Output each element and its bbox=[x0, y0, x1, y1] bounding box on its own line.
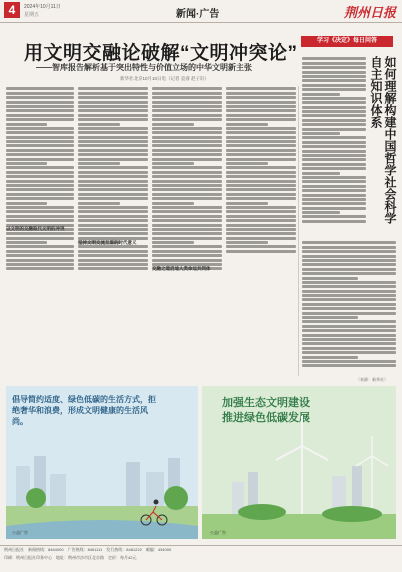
text-line bbox=[152, 180, 222, 183]
text-line bbox=[78, 101, 148, 104]
text-line bbox=[152, 158, 222, 161]
text-line bbox=[302, 145, 366, 148]
ad-right-credit: 公益广告 bbox=[210, 530, 226, 535]
text-line bbox=[152, 101, 222, 104]
public-service-ad-right bbox=[202, 386, 396, 539]
text-line bbox=[78, 158, 148, 161]
text-line bbox=[302, 255, 396, 258]
text-line bbox=[152, 149, 222, 152]
text-line bbox=[226, 180, 296, 183]
text-line bbox=[226, 237, 296, 240]
text-line bbox=[226, 215, 296, 218]
text-line bbox=[302, 241, 396, 244]
text-line bbox=[78, 175, 148, 178]
city-bicycle-illustration bbox=[6, 386, 198, 539]
text-line bbox=[302, 150, 366, 153]
text-line bbox=[302, 163, 366, 166]
text-line bbox=[152, 105, 222, 108]
study-qa-column-2 bbox=[302, 240, 396, 375]
text-line bbox=[78, 202, 120, 205]
text-line bbox=[302, 207, 366, 210]
text-line bbox=[302, 136, 366, 139]
text-line bbox=[226, 250, 296, 253]
text-line bbox=[78, 184, 148, 187]
text-line bbox=[6, 153, 74, 156]
text-line bbox=[6, 241, 47, 244]
text-line bbox=[78, 228, 148, 231]
text-line bbox=[302, 294, 396, 297]
text-line bbox=[302, 290, 396, 293]
text-line bbox=[302, 114, 366, 117]
text-line bbox=[78, 171, 148, 174]
text-line bbox=[226, 140, 296, 143]
article-subtitle: ——智库报告解析基于突出特性与价值立场的中华文明新主张 bbox=[36, 63, 252, 72]
footer-line-2: 印刷：荆州日报社印务中心 地址：荆州市沙市区北京路 定价：每月42元 bbox=[4, 555, 137, 560]
text-line bbox=[6, 175, 74, 178]
text-line bbox=[226, 149, 296, 152]
text-line bbox=[152, 197, 222, 200]
ad-left-text: 倡导简约适度、绿色低碳的生活方式，拒绝奢华和浪费，形成文明健康的生活风尚。 bbox=[12, 395, 156, 426]
text-line bbox=[302, 154, 366, 157]
text-line bbox=[152, 254, 222, 257]
text-line bbox=[78, 254, 148, 257]
page-header bbox=[0, 0, 402, 23]
text-line bbox=[6, 171, 74, 174]
text-line bbox=[302, 325, 396, 328]
article-column-3 bbox=[152, 86, 222, 294]
text-line bbox=[152, 114, 222, 117]
text-line bbox=[302, 158, 366, 161]
text-line bbox=[152, 92, 222, 95]
text-line bbox=[6, 188, 74, 191]
text-line bbox=[226, 105, 296, 108]
text-line bbox=[302, 277, 358, 280]
text-line bbox=[78, 105, 148, 108]
footer-line-1: 荆州日报社 新闻热线：8464000 广告热线：8461111 发行热线：8461222 邮编：434000 bbox=[4, 547, 172, 552]
text-line bbox=[6, 131, 74, 134]
text-line bbox=[152, 96, 222, 99]
text-line bbox=[6, 180, 74, 183]
text-line bbox=[78, 123, 120, 126]
public-service-ad-left bbox=[6, 386, 198, 539]
text-line bbox=[152, 171, 222, 174]
text-line bbox=[226, 184, 296, 187]
text-line bbox=[302, 334, 396, 337]
text-line bbox=[6, 127, 74, 130]
text-line bbox=[302, 180, 366, 183]
text-line bbox=[302, 97, 366, 100]
text-line bbox=[6, 101, 74, 104]
text-line bbox=[302, 307, 396, 310]
text-line bbox=[6, 166, 74, 169]
ad-right-text: 加强生态文明建设 推进绿色低碳发展 bbox=[222, 397, 310, 424]
text-line bbox=[302, 128, 366, 131]
text-line bbox=[302, 185, 366, 188]
text-line bbox=[302, 285, 396, 288]
text-line bbox=[6, 219, 74, 222]
text-line bbox=[302, 176, 366, 179]
text-line bbox=[302, 66, 366, 69]
study-qa-headline: 如何理解构建中国哲学社会科学自主知识体系 bbox=[369, 56, 397, 224]
text-line bbox=[152, 232, 222, 235]
text-line bbox=[302, 347, 396, 350]
text-line bbox=[152, 136, 222, 139]
column-divider bbox=[298, 86, 299, 376]
text-line bbox=[152, 131, 222, 134]
text-line bbox=[152, 123, 194, 126]
article-column-4 bbox=[226, 86, 296, 276]
text-line bbox=[78, 210, 148, 213]
text-line bbox=[226, 96, 296, 99]
text-line bbox=[302, 303, 396, 306]
article-byline: 新华社北京10月10日电（记者 袁睿 赵子轩） bbox=[120, 76, 210, 81]
text-line bbox=[302, 220, 366, 223]
text-line bbox=[6, 197, 74, 200]
text-line bbox=[302, 360, 396, 363]
text-line bbox=[226, 171, 296, 174]
text-line bbox=[302, 342, 396, 345]
text-line bbox=[226, 153, 296, 156]
text-line bbox=[152, 188, 222, 191]
text-line bbox=[302, 281, 396, 284]
text-line bbox=[302, 215, 366, 218]
text-line bbox=[78, 144, 148, 147]
text-line bbox=[302, 101, 366, 104]
text-line bbox=[152, 118, 222, 121]
text-line bbox=[78, 114, 148, 117]
text-line bbox=[152, 127, 222, 130]
text-line bbox=[302, 338, 396, 341]
text-line bbox=[152, 228, 222, 231]
text-line bbox=[302, 62, 366, 65]
text-line bbox=[152, 140, 222, 143]
text-line bbox=[6, 136, 74, 139]
ad-left-credit: 公益广告 bbox=[12, 530, 28, 535]
text-line bbox=[78, 259, 148, 262]
text-line bbox=[226, 109, 296, 112]
text-line bbox=[6, 237, 74, 240]
text-line bbox=[152, 224, 222, 227]
text-line bbox=[302, 198, 366, 201]
text-line bbox=[78, 149, 148, 152]
text-line bbox=[78, 180, 148, 183]
text-line bbox=[6, 193, 74, 196]
text-line bbox=[302, 194, 366, 197]
text-line bbox=[78, 118, 148, 121]
text-line bbox=[152, 206, 222, 209]
text-line bbox=[6, 149, 74, 152]
text-line bbox=[302, 75, 366, 78]
text-line bbox=[78, 250, 148, 253]
text-line bbox=[152, 175, 222, 178]
text-line bbox=[78, 166, 148, 169]
text-line bbox=[226, 114, 296, 117]
text-line bbox=[6, 245, 74, 248]
article-column-2 bbox=[78, 86, 148, 294]
text-line bbox=[302, 320, 396, 323]
text-line bbox=[302, 259, 396, 262]
text-line bbox=[302, 211, 340, 214]
text-line bbox=[302, 202, 366, 205]
text-line bbox=[6, 87, 74, 90]
text-line bbox=[152, 193, 222, 196]
text-line bbox=[302, 167, 366, 170]
text-line bbox=[152, 219, 222, 222]
text-line bbox=[226, 136, 296, 139]
text-line bbox=[302, 316, 358, 319]
article-title: 用文明交融论破解“文明冲突论” bbox=[24, 43, 298, 64]
text-line bbox=[302, 250, 396, 253]
text-line bbox=[6, 158, 74, 161]
text-line bbox=[302, 312, 396, 315]
article-subhead: 坚持文明交流互鉴的时代意义 bbox=[78, 240, 137, 245]
text-line bbox=[6, 254, 74, 257]
text-line bbox=[226, 188, 296, 191]
text-line bbox=[78, 131, 148, 134]
text-line bbox=[226, 228, 296, 231]
text-line bbox=[302, 351, 396, 354]
text-line bbox=[302, 106, 366, 109]
text-line bbox=[302, 172, 340, 175]
text-line bbox=[152, 184, 222, 187]
text-line bbox=[78, 263, 148, 266]
text-line bbox=[6, 96, 74, 99]
text-line bbox=[226, 162, 268, 165]
text-line bbox=[78, 224, 148, 227]
page-number: 4 bbox=[4, 2, 20, 18]
text-line bbox=[6, 232, 74, 235]
text-line bbox=[302, 84, 366, 87]
newspaper-logo: 荆州日报 bbox=[343, 6, 396, 21]
article-subhead: 交融之道启迪人类命运共同体 bbox=[152, 266, 211, 271]
text-line bbox=[302, 88, 366, 91]
wind-turbine-illustration bbox=[202, 386, 396, 539]
text-line bbox=[152, 250, 222, 253]
text-line bbox=[302, 119, 366, 122]
text-line bbox=[226, 92, 296, 95]
text-line bbox=[78, 136, 148, 139]
text-line bbox=[302, 268, 396, 271]
text-line bbox=[78, 193, 148, 196]
text-line bbox=[226, 206, 296, 209]
text-line bbox=[302, 110, 366, 113]
text-line bbox=[6, 92, 74, 95]
issue-date: 2024年10月11日 bbox=[24, 4, 61, 10]
text-line bbox=[302, 189, 366, 192]
text-line bbox=[152, 153, 222, 156]
text-line bbox=[226, 210, 296, 213]
text-line bbox=[302, 298, 396, 301]
study-qa-tag: 学习《决定》每日问答 bbox=[301, 36, 393, 47]
text-line bbox=[152, 109, 222, 112]
text-line bbox=[78, 92, 148, 95]
text-line bbox=[6, 123, 47, 126]
text-line bbox=[226, 224, 296, 227]
page-footer bbox=[0, 545, 402, 572]
section-title: 新闻·广告 bbox=[176, 9, 220, 20]
text-line bbox=[78, 96, 148, 99]
text-line bbox=[6, 210, 74, 213]
text-line bbox=[226, 127, 296, 130]
text-line bbox=[152, 202, 194, 205]
text-line bbox=[78, 206, 148, 209]
text-line bbox=[152, 215, 222, 218]
text-line bbox=[6, 259, 74, 262]
text-line bbox=[152, 237, 222, 240]
text-line bbox=[226, 158, 296, 161]
text-line bbox=[226, 197, 296, 200]
text-line bbox=[6, 109, 74, 112]
text-line bbox=[152, 166, 222, 169]
text-line bbox=[302, 272, 396, 275]
text-line bbox=[78, 87, 148, 90]
text-line bbox=[6, 140, 74, 143]
text-line bbox=[226, 166, 296, 169]
text-line bbox=[226, 123, 268, 126]
text-line bbox=[78, 162, 120, 165]
text-line bbox=[152, 162, 194, 165]
text-line bbox=[226, 118, 296, 121]
text-line bbox=[302, 364, 396, 367]
text-line bbox=[6, 263, 74, 266]
text-line bbox=[78, 197, 148, 200]
text-line bbox=[152, 259, 222, 262]
text-line bbox=[226, 101, 296, 104]
text-line bbox=[6, 144, 74, 147]
text-line bbox=[152, 87, 222, 90]
text-line bbox=[302, 123, 366, 126]
text-line bbox=[78, 267, 148, 270]
article-subhead: 以文明的交融取代文明的冲突 bbox=[6, 226, 65, 231]
text-line bbox=[152, 241, 194, 244]
text-line bbox=[226, 87, 296, 90]
text-line bbox=[226, 193, 296, 196]
text-line bbox=[6, 206, 74, 209]
text-line bbox=[226, 175, 296, 178]
text-line bbox=[302, 79, 366, 82]
text-line bbox=[152, 245, 222, 248]
text-line bbox=[78, 188, 148, 191]
text-line bbox=[152, 210, 222, 213]
text-line bbox=[78, 153, 148, 156]
text-line bbox=[78, 109, 148, 112]
text-line bbox=[302, 329, 396, 332]
article-column-1 bbox=[6, 86, 74, 294]
text-line bbox=[302, 57, 366, 60]
text-line bbox=[226, 232, 296, 235]
text-line bbox=[6, 114, 74, 117]
text-line bbox=[226, 202, 268, 205]
study-qa-column-1 bbox=[302, 56, 366, 236]
text-line bbox=[226, 219, 296, 222]
study-qa-source: （来源：新华社） bbox=[356, 377, 388, 382]
text-line bbox=[6, 184, 74, 187]
text-line bbox=[78, 232, 148, 235]
text-line bbox=[302, 71, 366, 74]
text-line bbox=[6, 250, 74, 253]
text-line bbox=[78, 215, 148, 218]
text-line bbox=[78, 127, 148, 130]
text-line bbox=[152, 144, 222, 147]
text-line bbox=[302, 141, 366, 144]
text-line bbox=[302, 356, 358, 359]
text-line bbox=[226, 245, 296, 248]
text-line bbox=[6, 202, 47, 205]
text-line bbox=[302, 246, 396, 249]
issue-weekday: 星期五 bbox=[24, 12, 40, 18]
text-line bbox=[78, 219, 148, 222]
text-line bbox=[302, 263, 396, 266]
text-line bbox=[302, 93, 340, 96]
text-line bbox=[78, 140, 148, 143]
text-line bbox=[6, 215, 74, 218]
text-line bbox=[226, 144, 296, 147]
text-line bbox=[6, 267, 74, 270]
text-line bbox=[6, 118, 74, 121]
text-line bbox=[226, 131, 296, 134]
text-line bbox=[226, 241, 268, 244]
text-line bbox=[6, 105, 74, 108]
text-line bbox=[6, 162, 47, 165]
text-line bbox=[302, 132, 340, 135]
